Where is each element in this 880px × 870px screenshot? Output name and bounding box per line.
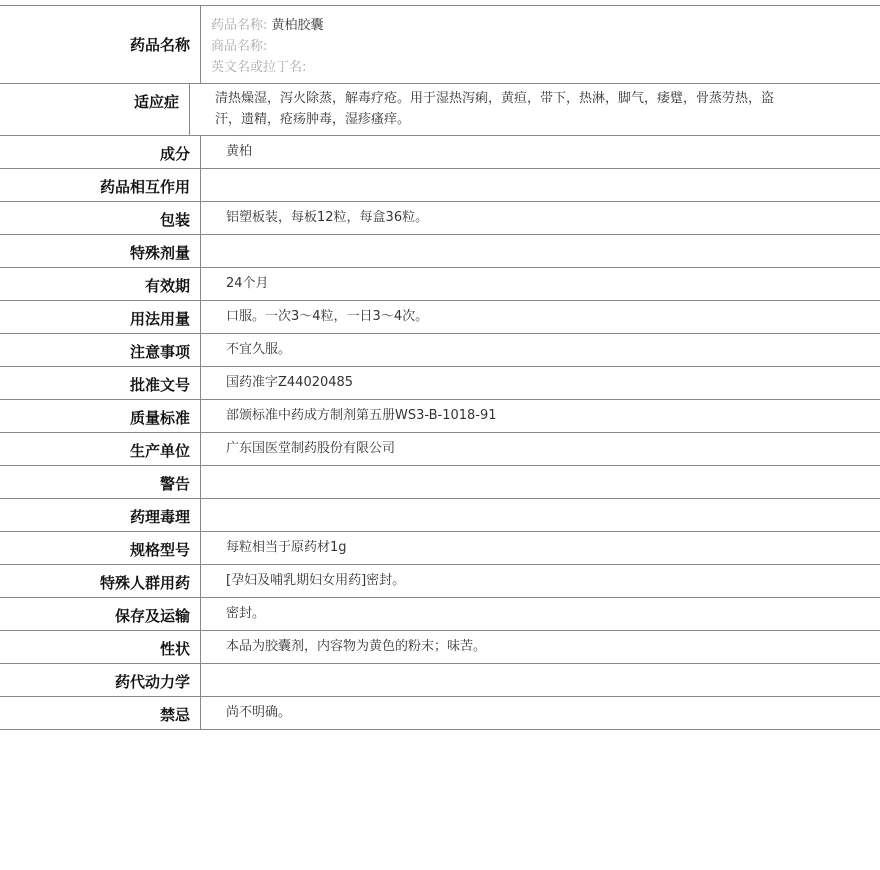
row-label (0, 664, 201, 696)
row-value: 国药准字Z44020485 (226, 375, 354, 390)
row-label-text: 质量标准 (129, 408, 190, 427)
drug-name-prefix: 药品名称: (211, 18, 268, 33)
row-label-text: 成分 (159, 144, 190, 163)
row-value: 口服。一次3～4粒，一日3～4次。 (226, 309, 429, 324)
table-row-storage (0, 598, 880, 631)
table-row-indication (0, 84, 880, 136)
drug-info-table (0, 5, 880, 730)
row-label-text: 有效期 (144, 276, 190, 295)
row-label-text: 保存及运输 (114, 606, 190, 625)
row-label-text: 警告 (159, 474, 190, 493)
row-label-text: 药品相互作用 (99, 177, 190, 196)
row-value: 黄柏 (226, 144, 253, 159)
row-value (201, 664, 880, 696)
trade-name-line: 商品名称: (211, 39, 268, 54)
row-label-text: 药代动力学 (114, 672, 190, 691)
row-label (0, 367, 201, 399)
table-row-special-populations (0, 565, 880, 598)
row-label (0, 499, 201, 531)
row-value: 尚不明确。 (226, 705, 292, 720)
row-value (201, 499, 880, 531)
row-value (201, 6, 880, 83)
row-label (0, 84, 190, 135)
row-value: 清热燥湿，泻火除蒸，解毒疗疮。用于湿热泻痢，黄疸，带下，热淋，脚气，痿躄，骨蒸劳热，盗汗，遗精，疮疡肿毒，湿疹瘙痒。 (215, 91, 775, 127)
table-row-approval-number (0, 367, 880, 400)
row-label (0, 169, 201, 201)
row-label-text: 批准文号 (129, 375, 190, 394)
table-row-packaging (0, 202, 880, 235)
row-label-text: 药品名称 (129, 36, 190, 54)
row-value (201, 169, 880, 201)
english-name-line: 英文名或拉丁名: (211, 60, 307, 75)
row-label-text: 注意事项 (129, 342, 190, 361)
row-value: 部颁标准中药成方制剂第五册WS3-B-1018-91 (226, 408, 497, 423)
drug-name-value: 黄柏胶囊 (271, 18, 324, 33)
row-value: 每粒相当于原药材1g (226, 540, 347, 555)
row-value: 密封。 (226, 606, 266, 621)
table-row-quality-standard (0, 400, 880, 433)
row-value (201, 235, 880, 267)
table-row-precautions (0, 334, 880, 367)
row-label-text: 规格型号 (129, 540, 190, 559)
row-label (0, 433, 201, 465)
table-row-dosage (0, 301, 880, 334)
table-row-warning (0, 466, 880, 499)
table-row-manufacturer (0, 433, 880, 466)
table-row-ingredients (0, 136, 880, 169)
row-value: 铝塑板装，每板12粒，每盒36粒。 (226, 210, 429, 225)
row-label-text: 适应症 (133, 93, 179, 111)
row-label (0, 532, 201, 564)
table-row-drug-name (0, 6, 880, 84)
row-label (0, 136, 201, 168)
row-label (0, 6, 201, 83)
drug-name-line (211, 15, 870, 36)
table-row-pharmacology (0, 499, 880, 532)
row-label-text: 用法用量 (129, 309, 190, 328)
row-label (0, 334, 201, 366)
table-row-contraindications (0, 697, 880, 730)
table-row-shelf-life (0, 268, 880, 301)
table-row-interactions (0, 169, 880, 202)
table-row-specification (0, 532, 880, 565)
table-row-special-dosage (0, 235, 880, 268)
row-label (0, 268, 201, 300)
row-value: [孕妇及哺乳期妇女用药]密封。 (226, 573, 406, 588)
row-label (0, 598, 201, 630)
row-label-text: 特殊人群用药 (99, 573, 190, 592)
row-value: 24个月 (226, 276, 269, 291)
row-label-text: 禁忌 (159, 705, 190, 724)
row-label (0, 235, 201, 267)
row-label-text: 包装 (159, 210, 190, 229)
row-label-text: 特殊剂量 (129, 243, 190, 262)
row-value: 本品为胶囊剂，内容物为黄色的粉末；味苦。 (226, 639, 487, 654)
row-label (0, 202, 201, 234)
row-label (0, 301, 201, 333)
row-label (0, 565, 201, 597)
row-label (0, 697, 201, 729)
row-label-text: 生产单位 (129, 441, 190, 460)
row-label-text: 药理毒理 (129, 507, 190, 526)
row-label (0, 631, 201, 663)
row-label (0, 400, 201, 432)
row-value: 广东国医堂制药股份有限公司 (226, 441, 396, 456)
row-value: 不宜久服。 (226, 342, 292, 357)
table-row-description (0, 631, 880, 664)
table-row-pharmacokinetics (0, 664, 880, 697)
row-value (201, 466, 880, 498)
row-label-text: 性状 (159, 639, 190, 658)
row-label (0, 466, 201, 498)
